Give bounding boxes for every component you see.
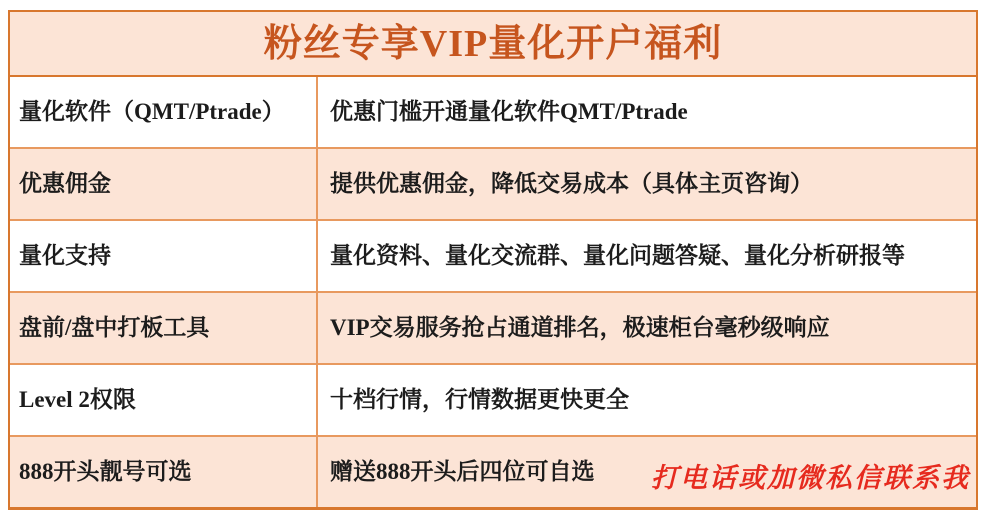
table-row bbox=[10, 291, 976, 363]
description-cell: 赠送888开头后四位可自选 bbox=[330, 458, 595, 484]
table-row bbox=[10, 147, 976, 219]
feature-cell: 量化支持 bbox=[10, 221, 318, 291]
page-title: 粉丝专享VIP量化开户福利 bbox=[263, 22, 723, 65]
contact-note: 打电话或加微私信联系我 bbox=[651, 463, 970, 493]
description-cell: 量化资料、量化交流群、量化问题答疑、量化分析研报等 bbox=[330, 242, 905, 268]
feature-cell: Level 2权限 bbox=[10, 365, 318, 435]
feature-cell: 888开头靓号可选 bbox=[10, 437, 318, 507]
feature-cell: 优惠佣金 bbox=[10, 149, 318, 219]
feature-cell: 盘前/盘中打板工具 bbox=[10, 293, 318, 363]
description-cell: 十档行情，行情数据更快更全 bbox=[330, 386, 629, 412]
table-row bbox=[10, 77, 976, 147]
description-cell: VIP交易服务抢占通道排名，极速柜台毫秒级响应 bbox=[330, 314, 830, 340]
description-cell: 优惠门槛开通量化软件QMT/Ptrade bbox=[330, 98, 688, 124]
feature-cell: 量化软件（QMT/Ptrade） bbox=[10, 77, 318, 147]
table-row bbox=[10, 363, 976, 435]
benefits-table bbox=[8, 10, 978, 510]
table-title-bar bbox=[10, 12, 976, 77]
description-cell: 提供优惠佣金，降低交易成本（具体主页咨询） bbox=[330, 170, 813, 196]
benefits-table-body bbox=[10, 77, 976, 507]
table-row bbox=[10, 219, 976, 291]
